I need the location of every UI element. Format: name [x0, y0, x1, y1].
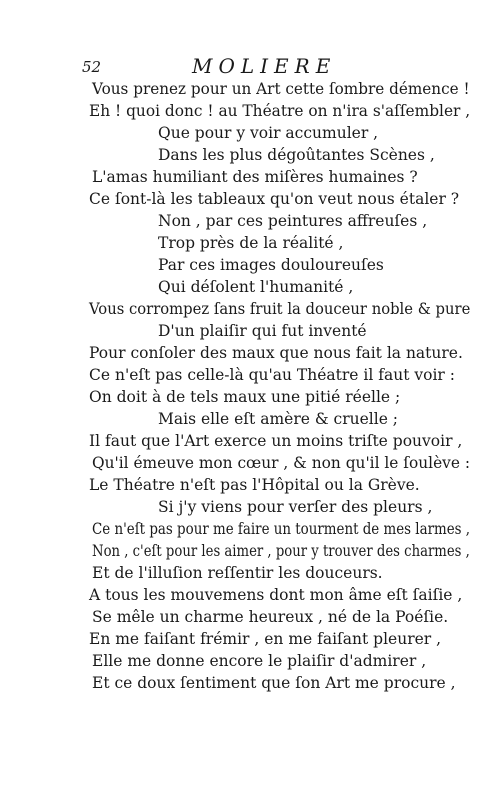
verse-line: Et de l'illuſion reſſentir les douceurs.: [92, 564, 383, 582]
verse-line: Vous prenez pour un Art cette ſombre démence !: [92, 80, 470, 98]
running-title: MOLIERE: [192, 54, 337, 78]
verse-line: Ce ſont-là les tableaux qu'on veut nous étaler ?: [89, 190, 460, 208]
verse-line: Non , par ces peintures affreuſes ,: [158, 212, 428, 230]
verse-line: D'un plaiſir qui fut inventé: [158, 322, 367, 340]
verse-line: Si j'y viens pour verſer des pleurs ,: [158, 498, 433, 516]
verse-line: Qui déſolent l'humanité ,: [158, 278, 354, 296]
verse-line: Mais elle eſt amère & cruelle ;: [158, 410, 399, 428]
verse-line: Eh ! quoi donc ! au Théatre on n'ira s'aſſembler ,: [89, 102, 471, 120]
verse-line: Par ces images douloureuſes: [158, 256, 384, 274]
verse-line: Vous corrompez ſans fruit la douceur noble & pure: [89, 300, 471, 318]
verse-line: Trop près de la réalité ,: [158, 234, 344, 252]
verse-line: Elle me donne encore le plaiſir d'admirer ,: [92, 652, 427, 670]
verse-line: Dans les plus dégoûtantes Scènes ,: [158, 146, 435, 164]
verse-line: En me faiſant frémir , en me faiſant pleurer ,: [89, 630, 442, 648]
verse-line: Que pour y voir accumuler ,: [158, 124, 379, 142]
verse-line: Le Théatre n'eſt pas l'Hôpital ou la Grève.: [89, 476, 420, 494]
verse-line: Se mêle un charme heureux , né de la Poéſie.: [92, 608, 449, 626]
verse-line: Il faut que l'Art exerce un moins triſte pouvoir ,: [89, 432, 463, 450]
verse-line: Pour conſoler des maux que nous fait la nature.: [89, 344, 463, 362]
verse-line: L'amas humiliant des miſères humaines ?: [92, 168, 418, 186]
verse-line: Et ce doux ſentiment que ſon Art me procure ,: [92, 674, 456, 692]
verse-line: Ce n'eſt pas pour me faire un tourment de mes larmes ,: [92, 520, 471, 538]
verse-line: On doit à de tels maux une pitié réelle ;: [89, 388, 401, 406]
verse-line: Qu'il émeuve mon cœur , & non qu'il le ſoulève :: [92, 454, 471, 472]
verse-line: A tous les mouvemens dont mon âme eſt ſaiſie ,: [89, 586, 463, 604]
verse-line: Non , c'eſt pour les aimer , pour y trouver des charmes ,: [92, 542, 470, 560]
verse-line: Ce n'eſt pas celle-là qu'au Théatre il faut voir :: [89, 366, 455, 384]
page-number: 52: [82, 58, 102, 76]
